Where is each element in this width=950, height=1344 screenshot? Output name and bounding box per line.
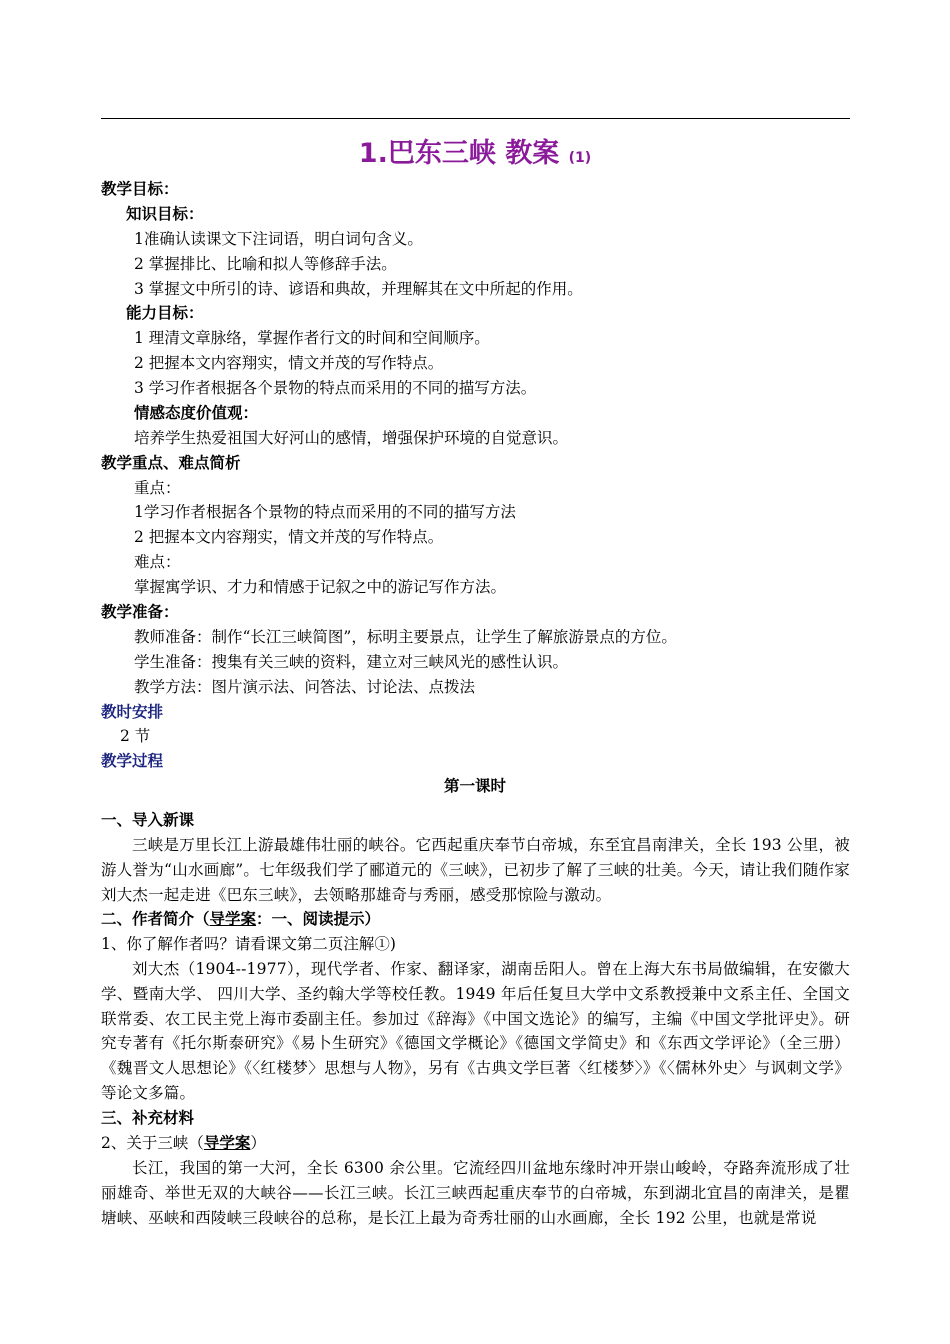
header-rule <box>101 118 850 119</box>
title-main: 1.巴东三峡 教案 <box>358 138 560 169</box>
section-heading <box>101 907 380 932</box>
question-part: 2、关于三峡（ <box>101 1134 204 1152</box>
question-line: 1、你了解作者吗？请看课文第二页注解①) <box>101 935 396 953</box>
schedule-heading: 教时安排 <box>101 703 164 721</box>
ability-heading: 能力目标： <box>126 304 204 322</box>
key-heading: 教学重点、难点简析 <box>101 454 241 472</box>
knowledge-item: 1准确认读课文下注词语，明白词句含义。 <box>134 230 423 248</box>
schedule-text: 2 节 <box>120 727 151 745</box>
heading-part: 二、作者简介（ <box>101 910 210 928</box>
prep-heading: 教学准备： <box>101 603 179 621</box>
ability-item: 3 学习作者根据各个景物的特点而采用的不同的描写方法。 <box>134 379 537 397</box>
supplement-paragraph: 长江，我国的第一大河，全长 6300 余公里。它流经四川盆地东缘时冲开崇山峻岭，夺路奔流形成了壮丽雄奇、举世无双的大峡谷——长江三峡。长江三峡西起重庆奉节的白帝城，东到湖北宜昌的南津关，是瞿塘峡、巫峡和西陵峡三段峡谷的总称，是长江上最为奇秀壮丽的山水画廊，全长 192 公里，也就是常说 <box>101 1159 850 1227</box>
key-item: 2 把握本文内容翔实，情文并茂的写作特点。 <box>134 528 444 546</box>
knowledge-item: 3 掌握文中所引的诗、谚语和典故，并理解其在文中所起的作用。 <box>134 280 583 298</box>
page-title <box>0 136 950 176</box>
question-part: ） <box>250 1134 266 1152</box>
worksheet-link[interactable]: 导学案 <box>209 910 257 928</box>
difficulty-label: 难点： <box>134 553 181 571</box>
knowledge-item: 2 掌握排比、比喻和拟人等修辞手法。 <box>134 255 397 273</box>
key-label: 重点： <box>134 479 181 497</box>
prep-item: 教学方法：图片演示法、问答法、讨论法、点拨法 <box>134 678 476 696</box>
question-line <box>101 1131 266 1156</box>
emotion-text: 培养学生热爱祖国大好河山的感情，增强保护环境的自觉意识。 <box>134 429 569 447</box>
key-item: 1学习作者根据各个景物的特点而采用的不同的描写方法 <box>134 503 516 521</box>
ability-item: 2 把握本文内容翔实，情文并茂的写作特点。 <box>134 354 444 372</box>
lesson-title: 第一课时 <box>443 777 506 795</box>
goals-heading: 教学目标： <box>101 180 179 198</box>
author-paragraph: 刘大杰（1904--1977），现代学者、作家、翻译家，湖南岳阳人。曾在上海大东书局做编辑，在安徽大学、暨南大学、 四川大学、圣约翰大学等校任教。1949 年后任复旦大学中文系教授兼中文系主任、全国文联常委、农工民主党上海市委副主任。参加过《辞海》《中国文选论》的编写，主编《中国文学批评史》。研究专著有《托尔斯泰研究》《易卜生研究》《德国文学概论》《德国文学简史》和《东西文学评论》（全三册）《魏晋文人思想论》《〈红楼梦〉思想与人物》，另有《古典文学巨著〈红楼梦〉》《〈儒林外史〉与讽刺文学》等论文多篇。 <box>101 960 850 1102</box>
process-heading: 教学过程 <box>101 752 164 770</box>
section-heading: 三、补充材料 <box>101 1109 195 1127</box>
intro-paragraph: 三峡是万里长江上游最雄伟壮丽的峡谷。它西起重庆奉节白帝城，东至宜昌南津关，全长 193 公里，被游人誉为“山水画廊”。七年级我们学了郦道元的《三峡》，已初步了解了三峡的壮美。今天，请让我们随作家刘大杰一起走进《巴东三峡》，去领略那雄奇与秀丽，感受那惊险与激动。 <box>101 836 850 904</box>
title-suffix: (1) <box>568 150 592 166</box>
difficulty-text: 掌握寓学识、才力和情感于记叙之中的游记写作方法。 <box>134 578 507 596</box>
emotion-heading: 情感态度价值观： <box>134 404 259 422</box>
worksheet-link[interactable]: 导学案 <box>203 1134 251 1152</box>
prep-item: 学生准备：搜集有关三峡的资料，建立对三峡风光的感性认识。 <box>134 653 569 671</box>
section-heading: 一、导入新课 <box>101 811 195 829</box>
prep-item: 教师准备：制作“长江三峡简图”，标明主要景点，让学生了解旅游景点的方位。 <box>134 628 677 646</box>
heading-part: ：一、阅读提示） <box>256 910 381 928</box>
knowledge-heading: 知识目标： <box>126 205 204 223</box>
ability-item: 1 理清文章脉络，掌握作者行文的时间和空间顺序。 <box>134 329 490 347</box>
